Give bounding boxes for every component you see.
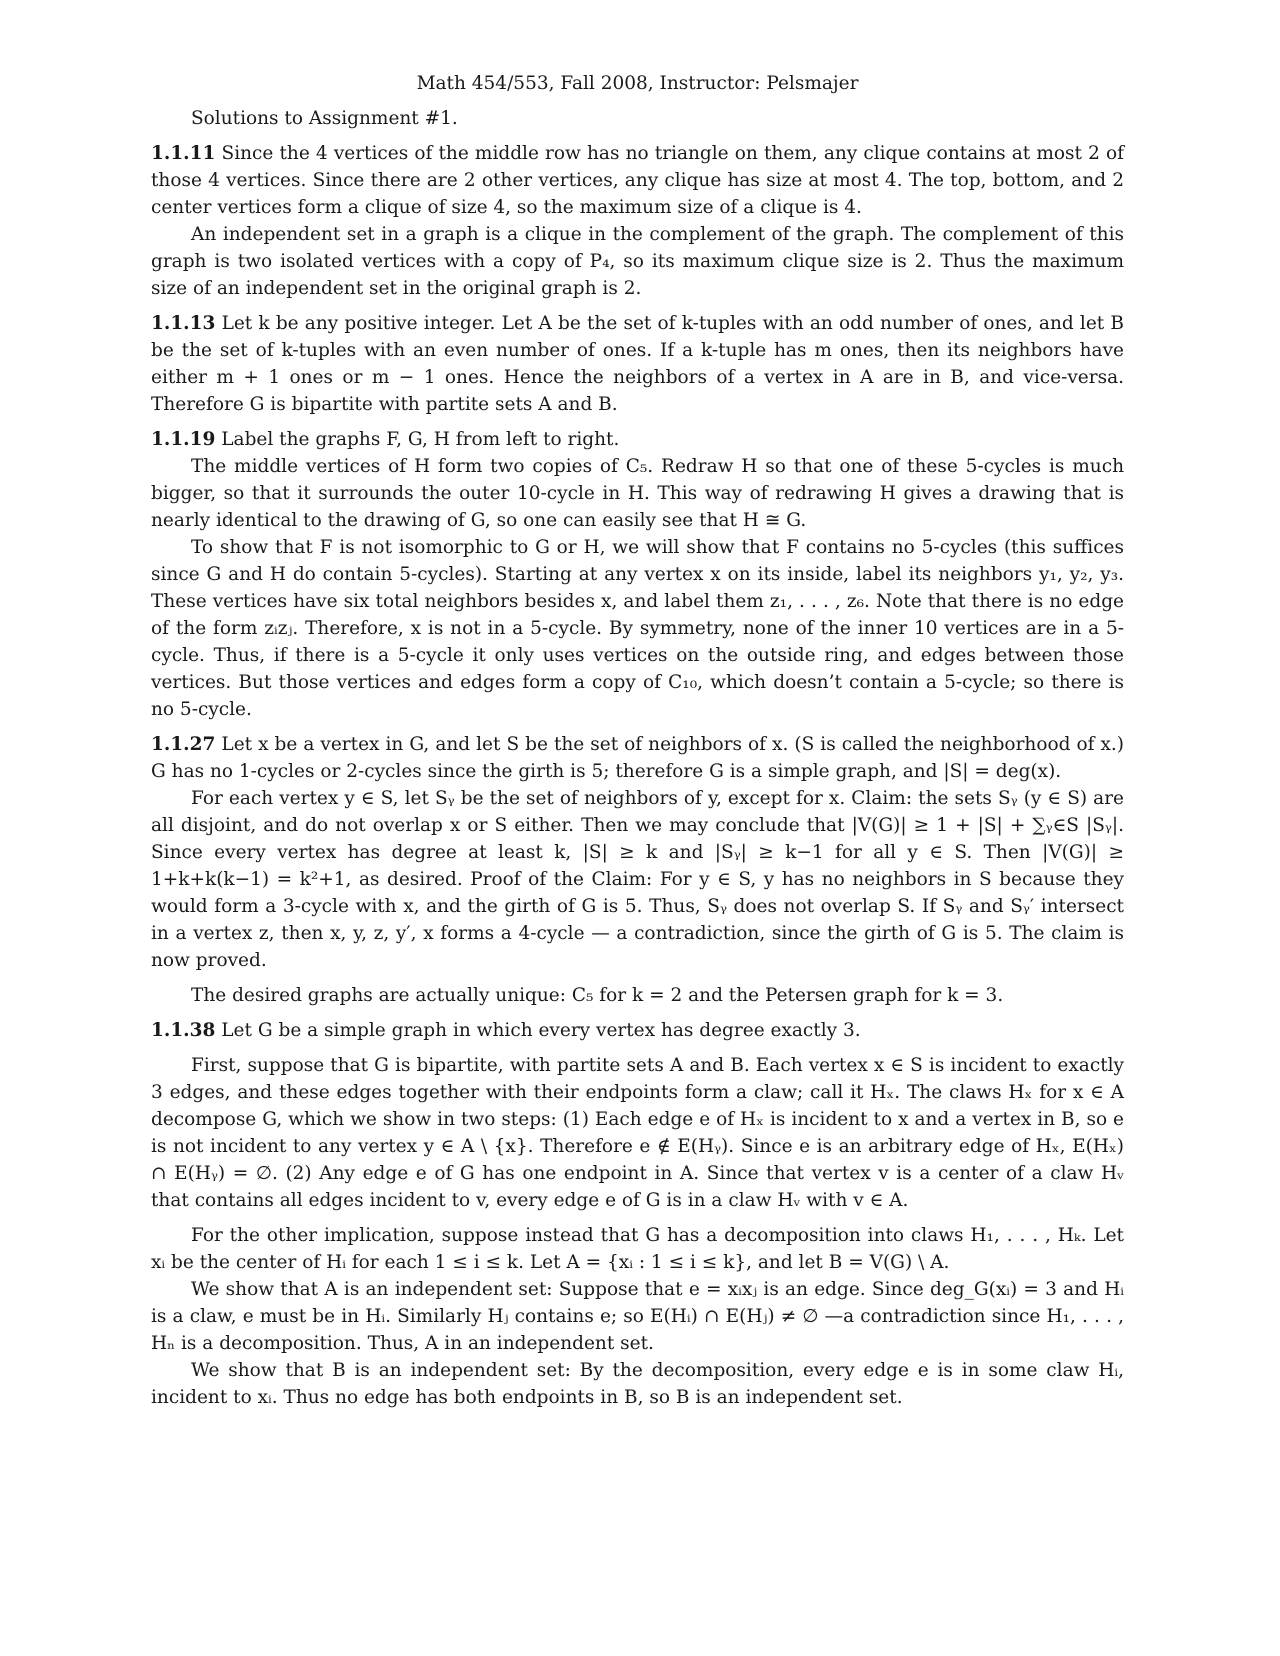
assignment-title: Solutions to Assignment #1. — [191, 108, 458, 129]
paragraph: We show that B is an independent set: By the decomposition, every edge e is in some claw Hᵢ, incident to xᵢ. Thus no edge has both endpoints in B, so B is an independent set. — [151, 1360, 1124, 1408]
paragraph: The middle vertices of H form two copies of C₅. Redraw H so that one of these 5-cycles is much bigger, so that it surrounds the outer 10-cycle in H. This way of redrawing H gives a drawing that is nearly identical to the drawing of G, so one can easily see that H ≅ G. — [151, 456, 1124, 531]
paragraph: For the other implication, suppose instead that G has a decomposition into claws H₁, . . . , Hₖ. Let xᵢ be the center of Hᵢ for each 1 ≤ i ≤ k. Let A = {xᵢ : 1 ≤ i ≤ k}, and let B = V(G) \ A. — [151, 1225, 1124, 1273]
problem-1-1-27 — [151, 731, 1124, 1009]
problem-number: 1.1.38 — [151, 1020, 216, 1041]
page-header: Math 454/553, Fall 2008, Instructor: Pelsmajer — [416, 73, 859, 94]
paragraph: Let G be a simple graph in which every vertex has degree exactly 3. — [221, 1020, 861, 1041]
document-page — [151, 70, 1124, 1419]
paragraph: Let k be any positive integer. Let A be the set of k-tuples with an odd number of ones, and let B be the set of k-tuples with an even number of ones. If a k-tuple has m ones, then its neighbors have either m + 1 ones or m − 1 ones. Hence the neighbors of a vertex in A are in B, and vice-versa. Therefore G is bipartite with partite sets A and B. — [151, 313, 1124, 415]
problem-1-1-38 — [151, 1017, 1124, 1411]
problem-number: 1.1.27 — [151, 734, 216, 755]
problem-number: 1.1.11 — [151, 143, 216, 164]
problem-number: 1.1.13 — [151, 313, 216, 334]
paragraph: First, suppose that G is bipartite, with partite sets A and B. Each vertex x ∈ S is incident to exactly 3 edges, and these edges together with their endpoints form a claw; call it Hₓ. The claws Hₓ for x ∈ A decompose G, which we show in two steps: (1) Each edge e of Hₓ is incident to x and a vertex in B, so e is not incident to any vertex y ∈ A \ {x}. Therefore e ∉ E(Hᵧ). Since e is an arbitrary edge of Hₓ, E(Hₓ) ∩ E(Hᵧ) = ∅. (2) Any edge e of G has one endpoint in A. Since that vertex v is a center of a claw Hᵥ that contains all edges incident to v, every edge e of G is in a claw Hᵥ with v ∈ A. — [151, 1055, 1124, 1211]
paragraph: Label the graphs F, G, H from left to right. — [221, 429, 620, 450]
problem-1-1-13 — [151, 310, 1124, 418]
paragraph: An independent set in a graph is a clique in the complement of the graph. The complement of this graph is two isolated vertices with a copy of P₄, so its maximum clique size is 2. Thus the maximum size of an independent set in the original graph is 2. — [151, 224, 1124, 299]
paragraph: To show that F is not isomorphic to G or H, we will show that F contains no 5-cycles (this suffices since G and H do contain 5-cycles). Starting at any vertex x on its inside, label its neighbors y₁, y₂, y₃. These vertices have six total neighbors besides x, and label them z₁, . . . , z₆. Note that there is no edge of the form zᵢzⱼ. Therefore, x is not in a 5-cycle. By symmetry, none of the inner 10 vertices are in a 5-cycle. Thus, if there is a 5-cycle it only uses vertices on the outside ring, and edges between those vertices. But those vertices and edges form a copy of C₁₀, which doesn’t contain a 5-cycle; so there is no 5-cycle. — [151, 537, 1124, 720]
paragraph: The desired graphs are actually unique: C₅ for k = 2 and the Petersen graph for k = 3. — [191, 985, 1004, 1006]
problem-1-1-19 — [151, 426, 1124, 723]
problem-number: 1.1.19 — [151, 429, 216, 450]
paragraph: For each vertex y ∈ S, let Sᵧ be the set of neighbors of y, except for x. Claim: the sets Sᵧ (y ∈ S) are all disjoint, and do not overlap x or S either. Then we may conclude that |V(G)| ≥ 1 + |S| + ∑ᵧ∈S |Sᵧ|. Since every vertex has degree at least k, |S| ≥ k and |Sᵧ| ≥ k−1 for all y ∈ S. Then |V(G)| ≥ 1+k+k(k−1) = k²+1, as desired. Proof of the Claim: For y ∈ S, y has no neighbors in S because they would form a 3-cycle with x, and the girth of G is 5. Thus, Sᵧ does not overlap S. If Sᵧ and Sᵧ′ intersect in a vertex z, then x, y, z, y′, x forms a 4-cycle — a contradiction, since the girth of G is 5. The claim is now proved. — [151, 788, 1124, 971]
paragraph: Let x be a vertex in G, and let S be the set of neighbors of x. (S is called the neighborhood of x.) G has no 1-cycles or 2-cycles since the girth is 5; therefore G is a simple graph, and |S| = deg(x). — [151, 734, 1124, 782]
paragraph: Since the 4 vertices of the middle row has no triangle on them, any clique contains at most 2 of those 4 vertices. Since there are 2 other vertices, any clique has size at most 4. The top, bottom, and 2 center vertices form a clique of size 4, so the maximum size of a clique is 4. — [151, 143, 1124, 218]
paragraph: We show that A is an independent set: Suppose that e = xᵢxⱼ is an edge. Since deg_G(xᵢ) = 3 and Hᵢ is a claw, e must be in Hᵢ. Similarly Hⱼ contains e; so E(Hᵢ) ∩ E(Hⱼ) ≠ ∅ —a contradiction since H₁, . . . , Hₙ is a decomposition. Thus, A in an independent set. — [151, 1279, 1124, 1354]
problem-1-1-11 — [151, 140, 1124, 302]
